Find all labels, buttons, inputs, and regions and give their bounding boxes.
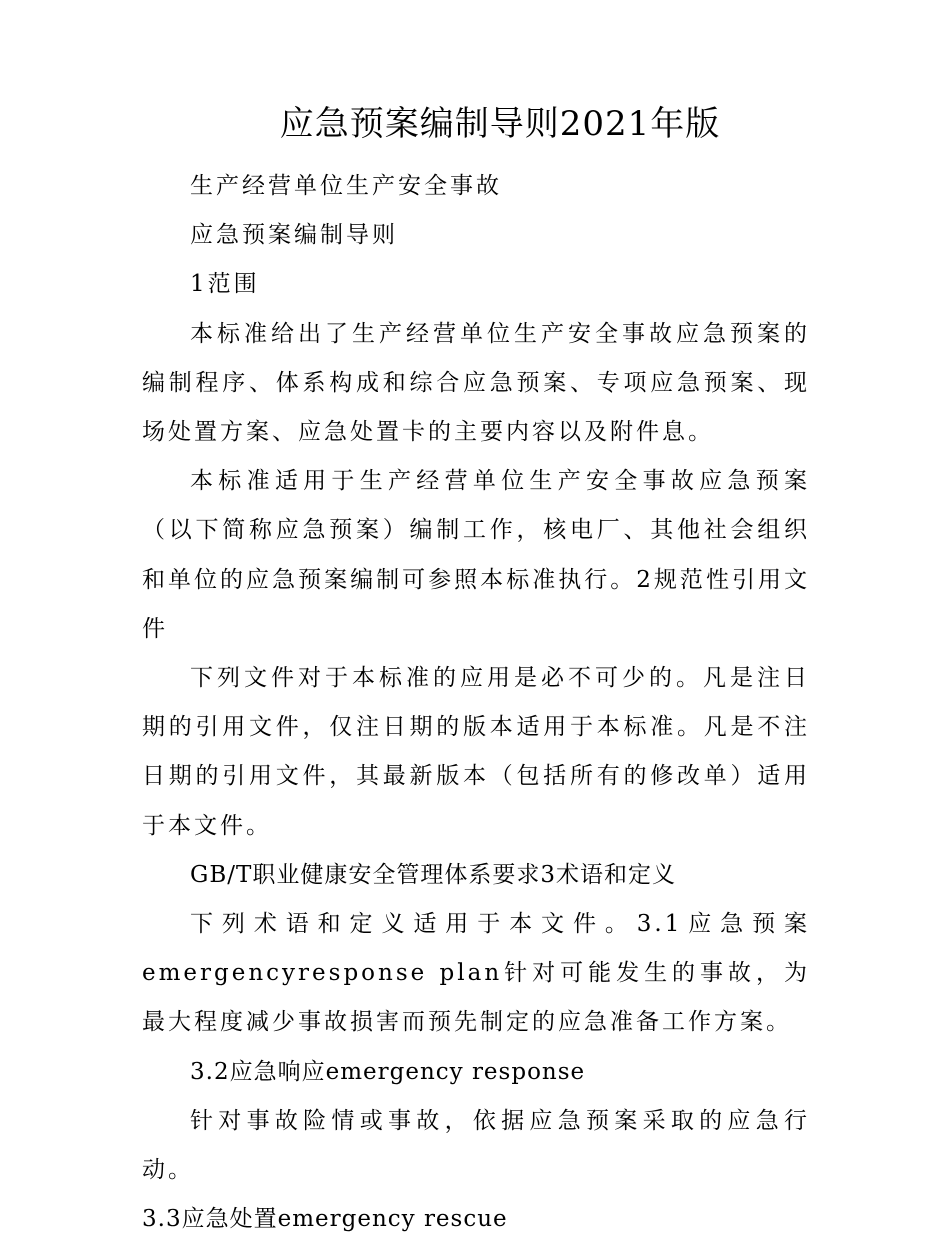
paragraph-scope-2: 本标准适用于生产经营单位生产安全事故应急预案（以下简称应急预案）编制工作，核电厂、其他社会组织和单位的应急预案编制可参照本标准执行。2规范性引用文件 (142, 468, 810, 642)
paragraph-definition-3-1: 下列术语和定义适用于本文件。3.1应急预案emergencyresponse plan针对可能发生的事故，为最大程度减少事故损害而预先制定的应急准备工作方案。 (142, 911, 810, 1036)
paragraph-definition-3-3: 3.3应急处置emergency rescue (142, 1206, 508, 1233)
paragraph-definition-3-2-text: 针对事故险情或事故，依据应急预案采取的应急行动。 (142, 1107, 810, 1184)
paragraph-definition-3-2: 3.2应急响应emergency response (190, 1058, 586, 1085)
paragraph-heading-line-1: 生产经营单位生产安全事故 (190, 173, 502, 199)
paragraph-standard-ref: GB/T职业健康安全管理体系要求3术语和定义 (190, 861, 676, 888)
paragraph-heading-line-2: 应急预案编制导则 (190, 222, 398, 249)
document-body (142, 162, 810, 1244)
section-heading-scope: 1范围 (190, 271, 260, 298)
paragraph-scope-1: 本标准给出了生产经营单位生产安全事故应急预案的编制程序、体系构成和综合应急预案、专项应急预案、现场处置方案、应急处置卡的主要内容以及附件息。 (142, 320, 810, 446)
paragraph-references: 下列文件对于本标准的应用是必不可少的。凡是注日期的引用文件，仅注日期的版本适用于本标准。凡是不注日期的引用文件，其最新版本（包括所有的修改单）适用于本文件。 (142, 665, 810, 839)
document-title: 应急预案编制导则2021年版 (279, 104, 721, 144)
